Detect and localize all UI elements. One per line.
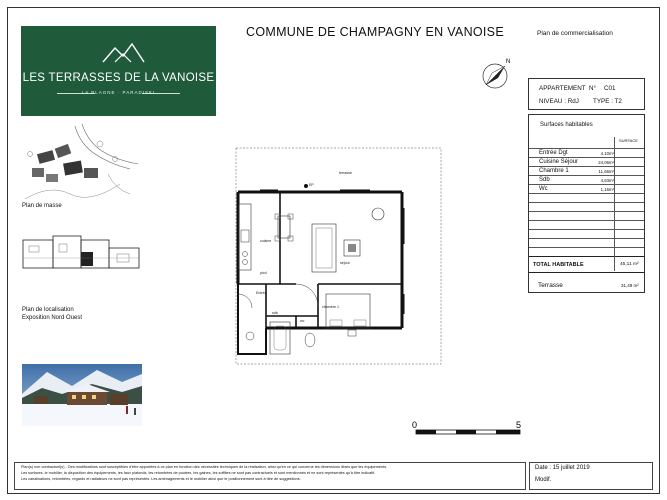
surface-unit-header: SURFACE: [619, 138, 638, 143]
plan-label-placard: plcd: [260, 271, 267, 275]
plan-label-sdb: sdb: [272, 311, 278, 315]
logo-subtitle: LA PLAGNE · PARADISKI: [81, 90, 156, 95]
location-plan-label: Plan de localisation: [22, 307, 74, 313]
exposition-label: Exposition Nord Ouest: [22, 315, 83, 321]
plan-label-cuisine: cuisine: [260, 239, 272, 243]
mountain-icon: [21, 26, 216, 72]
site-plan-map: [20, 124, 140, 206]
building-photo: [22, 364, 142, 426]
surface-row: Entrée Dgt 4,10m²: [529, 148, 644, 158]
plan-label-chambre: chambre 1: [322, 305, 339, 309]
location-plan: [21, 230, 141, 280]
disclaimer-line: Les canalisations, retombées, regards et radiateurs ne sont pas représentés. Les aménagements et le mobilier ainsi que le positionnement sont à titre de suggestions.: [21, 477, 301, 482]
disclaimer-line: Plan(s) non contractuel(s) - Des modifications sont susceptibles d'être apportées à ce plan en fonction des nécessités techniques de la réalisation, ainsi qu'en ce qui concerne les dimensions libres que les équipements.: [21, 465, 388, 469]
scale-bar: [408, 418, 528, 442]
modif-label: Modif.: [535, 477, 552, 483]
plan-label-ep: EP: [309, 183, 314, 187]
plan-label-sejour: séjour: [340, 261, 350, 265]
surfaces-header: Surfaces habitables: [540, 122, 593, 128]
scale-end: 5: [516, 420, 522, 430]
surface-row: Wc 1,16m²: [529, 184, 644, 194]
scale-start: 0: [412, 420, 418, 430]
site-plan-label: Plan de masse: [22, 203, 62, 209]
surface-row: Cuisine Séjour 24,06m²: [529, 157, 644, 167]
plan-label-wc: wc: [300, 319, 305, 323]
logo: [21, 26, 216, 116]
level-label: NIVEAU : RdJ: [539, 98, 579, 105]
surface-row: Sdb 4,63m²: [529, 175, 644, 185]
north-compass-icon: [478, 56, 516, 94]
surface-row: Chambre 1 11,66m²: [529, 166, 644, 176]
floor-plan: [230, 144, 445, 370]
apartment-label: APPARTEMENT: [539, 85, 586, 92]
type-label: TYPE : T2: [593, 98, 622, 105]
logo-brand: LES TERRASSES DE LA VANOISE: [22, 72, 215, 84]
page-title: COMMUNE DE CHAMPAGNY EN VANOISE: [246, 25, 504, 39]
apartment-info-box: [528, 78, 645, 110]
date-label: Date : 15 juillet 2019: [535, 465, 590, 471]
plan-label-terrasse: terrasse: [339, 171, 352, 175]
apartment-number: C01: [604, 85, 616, 92]
plan-type: Plan de commercialisation: [537, 30, 613, 37]
total-label: TOTAL HABITABLE: [533, 262, 584, 268]
apartment-n-label: N°: [589, 85, 597, 92]
plan-label-entree: Entrée: [256, 291, 267, 295]
svg-text:N: N: [506, 59, 511, 65]
terrace-value: 31,49 m²: [621, 283, 639, 288]
disclaimer-note: [14, 462, 526, 490]
terrace-label: Terrasse: [538, 282, 563, 289]
total-value: 45,11 m²: [620, 262, 639, 267]
disclaimer-line: Les surfaces, le mobilier, la disposition des équipements, les faux plafonds, les retombées de poutres, les gaines, les soffites ne sont pas contractuels et sont mentionnés et ne sont représentés qu'à titre indicatif.: [21, 471, 376, 476]
